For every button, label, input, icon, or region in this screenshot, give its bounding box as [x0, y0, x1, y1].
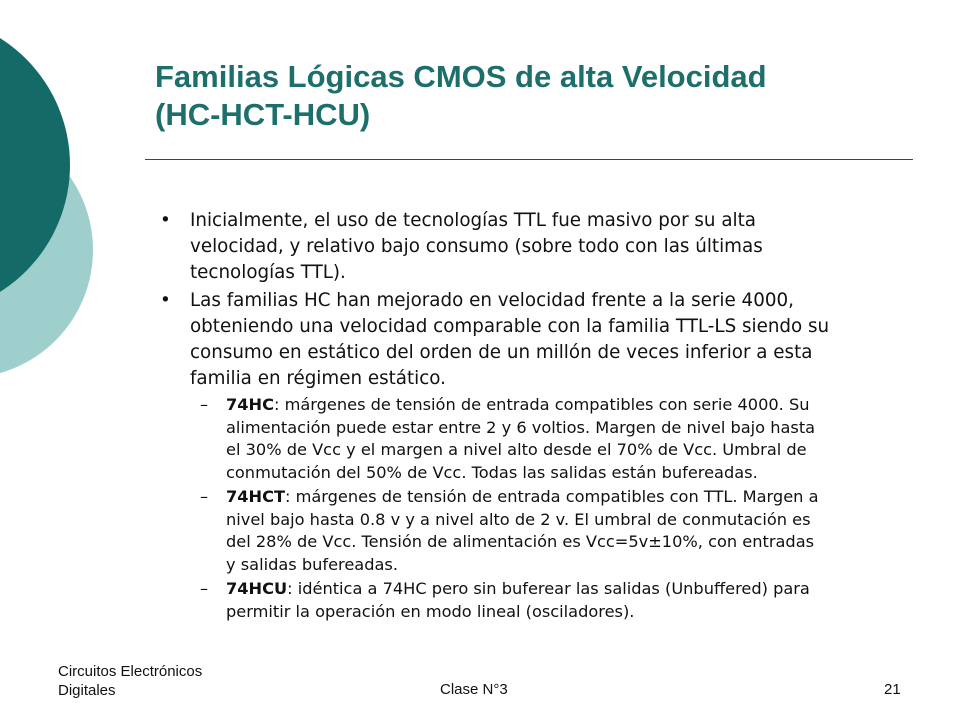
bullet-line: consumo en estático del orden de un millón de veces inferior a esta — [190, 342, 813, 363]
bullet-line: familia en régimen estático. — [190, 368, 446, 389]
bullet-line: Inicialmente, el uso de tecnologías TTL fue masivo por su alta — [190, 210, 756, 231]
dash-marker: – — [200, 487, 209, 506]
sub-item-line: el 30% de Vcc y el margen a nivel alto desde el 70% de Vcc. Umbral de — [226, 440, 807, 459]
sub-item-line: permitir la operación en modo lineal (osciladores). — [226, 601, 635, 621]
sub-item-line: conmutación del 50% de Vcc. Todas las salidas están bufereadas. — [226, 462, 758, 482]
slide-title-line-2: (HC-HCT-HCU) — [155, 97, 371, 132]
decorative-circles — [0, 0, 100, 390]
sub-item-line: nivel bajo hasta 0.8 v y a nivel alto de 2 v. El umbral de conmutación es — [226, 509, 811, 529]
slide-title — [155, 58, 925, 134]
sub-item-term: 74HCU — [226, 579, 288, 598]
sub-item-first-line: : márgenes de tensión de entrada compatibles con TTL. Margen a — [285, 487, 819, 506]
bullet-dot: • — [160, 290, 171, 311]
sub-item-line: alimentación puede estar entre 2 y 6 voltios. Margen de nivel bajo hasta — [226, 417, 816, 437]
sub-item-74hc — [160, 394, 900, 484]
sub-item-text — [226, 578, 900, 623]
footer-course-line-2: Digitales — [58, 682, 116, 699]
sub-item-first-line: : márgenes de tensión de entrada compatibles con serie 4000. Su — [273, 395, 810, 414]
bullet-item — [160, 208, 900, 286]
sub-item-line — [226, 486, 900, 509]
bullet-text — [190, 208, 900, 286]
bullet-item — [160, 288, 900, 392]
bullet-dot: • — [160, 210, 171, 231]
sub-item-text — [226, 394, 900, 484]
footer-class-label: Clase N°3 — [440, 681, 508, 698]
sub-item-line — [226, 578, 900, 601]
sub-item-term: 74HCT — [226, 487, 285, 506]
dash-marker: – — [200, 395, 209, 414]
footer-page-number: 21 — [884, 681, 901, 698]
bullet-line: tecnologías TTL). — [190, 262, 346, 283]
dash-marker: – — [200, 579, 209, 598]
bullet-line: Las familias HC han mejorado en velocidad frente a la serie 4000, — [190, 290, 794, 311]
title-divider — [145, 159, 913, 160]
bullet-line: obteniendo una velocidad comparable con la familia TTL-LS siendo su — [190, 316, 830, 337]
slide-title-line-1: Familias Lógicas CMOS de alta Velocidad — [155, 59, 767, 94]
footer-course-line-1: Circuitos Electrónicos — [58, 663, 203, 680]
bullet-text — [190, 288, 900, 392]
sub-item-74hct — [160, 486, 900, 576]
sub-item-text — [226, 486, 900, 576]
bullet-line: velocidad, y relativo bajo consumo (sobre todo con las últimas — [190, 236, 763, 257]
sub-item-line: del 28% de Vcc. Tensión de alimentación es Vcc=5v±10%, con entradas — [226, 532, 815, 551]
footer-course-name — [58, 662, 202, 700]
sub-item-term: 74HC — [226, 395, 274, 414]
sub-item-74hcu — [160, 578, 900, 623]
sub-item-line — [226, 394, 900, 417]
slide-body — [160, 208, 900, 623]
sub-item-line: y salidas bufereadas. — [226, 554, 398, 574]
sub-item-first-line: : idéntica a 74HC pero sin buferear las salidas (Unbuffered) para — [287, 579, 810, 598]
